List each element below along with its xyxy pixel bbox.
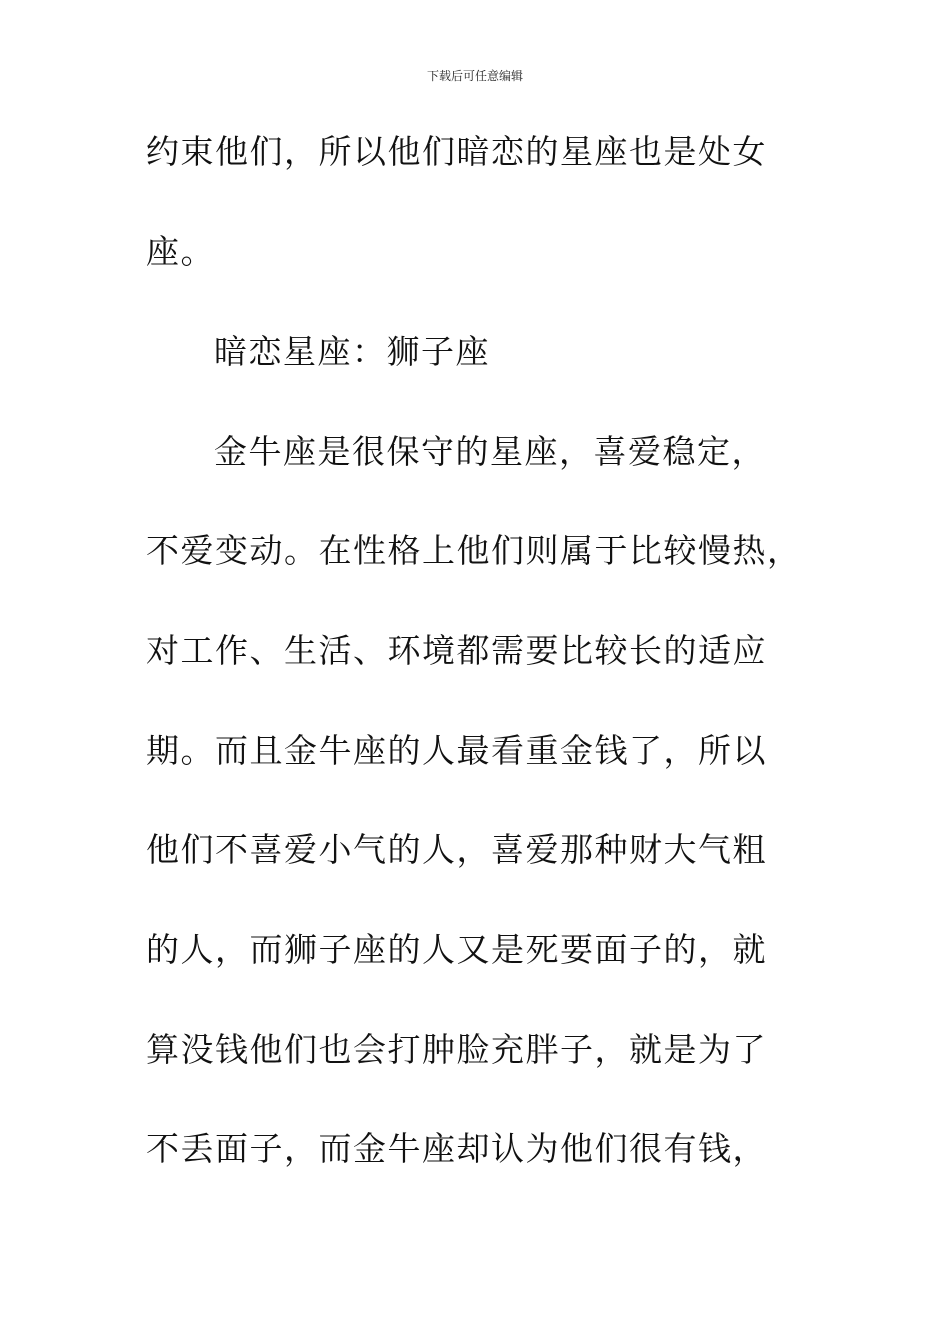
body-line-8: 他们不喜爱小气的人，喜爱那种财大气粗	[146, 830, 767, 869]
section-heading: 暗恋星座：狮子座	[214, 332, 490, 371]
body-line-9: 的人，而狮子座的人又是死要面子的，就	[146, 930, 767, 969]
body-line-6: 对工作、生活、环境都需要比较长的适应	[146, 631, 767, 670]
body-line-11: 不丢面子，而金牛座却认为他们很有钱，	[146, 1129, 767, 1168]
page-header: 下载后可任意编辑	[426, 69, 523, 83]
body-line-2: 座。	[146, 232, 215, 271]
body-line-7: 期。而且金牛座的人最看重金钱了，所以	[146, 731, 767, 770]
body-line-5: 不爱变动。在性格上他们则属于比较慢热，	[146, 531, 802, 570]
body-line-10: 算没钱他们也会打肿脸充胖子，就是为了	[146, 1030, 767, 1069]
paragraph-first-line: 金牛座是很保守的星座，喜爱稳定，	[214, 432, 766, 471]
body-line-1: 约束他们，所以他们暗恋的星座也是处女	[146, 132, 767, 171]
